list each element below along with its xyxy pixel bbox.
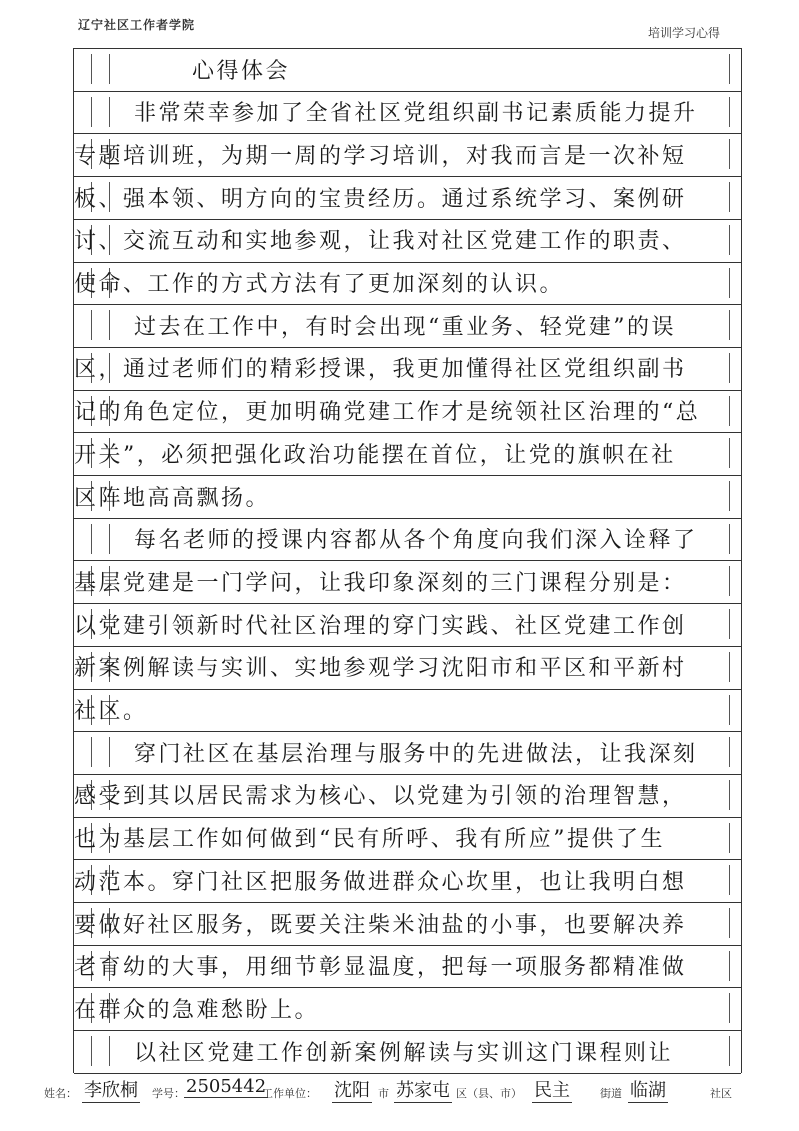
header-left: 辽宁社区工作者学院 — [78, 18, 196, 32]
essay-line: 专题培训班，为期一周的学习培训，对我而言是一次补短 — [74, 143, 687, 169]
essay-line: 板、强本领、明方向的宝贵经历。通过系统学习、案例研 — [74, 186, 687, 212]
essay-line: 记的角色定位，更加明确党建工作才是统领社区治理的“总 — [74, 400, 701, 426]
ruled-line — [74, 390, 741, 391]
id-label: 学号： — [152, 1087, 185, 1100]
community-suffix: 社区 — [710, 1087, 732, 1100]
essay-line: 要做好社区服务，既要关注柴米油盐的小事，也要解决养 — [74, 912, 687, 938]
essay-line: 使命、工作的方式方法有了更加深刻的认识。 — [74, 272, 565, 297]
essay-line: 社区。 — [74, 699, 148, 724]
ruled-line — [74, 304, 741, 305]
ruled-line — [74, 518, 741, 519]
ruled-line — [74, 646, 741, 647]
community-value: 临湖 — [628, 1076, 668, 1103]
ruled-line — [74, 347, 741, 348]
essay-line: 穿门社区在基层治理与服务中的先进做法，让我深刻 — [134, 741, 698, 767]
essay-line: 老育幼的大事，用细节彰显温度，把每一项服务都精准做 — [74, 955, 687, 981]
name-label: 姓名： — [44, 1087, 77, 1100]
ruled-line — [74, 1030, 741, 1031]
ruled-line — [74, 817, 741, 818]
ruled-line — [74, 987, 741, 988]
header-right: 培训学习心得 — [648, 26, 721, 40]
ruled-line — [74, 603, 741, 604]
essay-line: 区阵地高高飘扬。 — [74, 485, 271, 511]
ruled-line — [74, 774, 741, 775]
ruled-line — [74, 945, 741, 946]
unit-label: 工作单位： — [262, 1087, 317, 1100]
district-value: 苏家屯 — [394, 1076, 452, 1103]
essay-line: 过去在工作中，有时会出现“重业务、轻党建”的误 — [134, 314, 676, 340]
street-suffix: 街道 — [600, 1087, 622, 1100]
ruled-line — [74, 262, 741, 263]
essay-line: 动范本。穿门社区把服务做进群众心坎里，也让我明白想 — [74, 869, 687, 895]
ruled-line — [74, 902, 741, 903]
essay-line: 基层党建是一门学问，让我印象深刻的三门课程分别是： — [74, 570, 687, 596]
essay-line: 在群众的急难愁盼上。 — [74, 997, 320, 1023]
ruled-line — [74, 48, 741, 49]
ruled-line — [74, 731, 741, 732]
ruled-line — [74, 176, 741, 177]
ruled-line — [74, 689, 741, 690]
essay-line: 以党建引领新时代社区治理的穿门实践、社区党建工作创 — [74, 613, 687, 639]
essay-line: 讨、交流互动和实地参观，让我对社区党建工作的职责、 — [74, 229, 687, 255]
essay-line: 开关”，必须把强化政治功能摆在首位，让党的旗帜在社 — [74, 442, 676, 468]
district-suffix: 区（县、市） — [456, 1087, 522, 1100]
footer-form — [44, 1074, 744, 1108]
ruled-line — [74, 91, 741, 92]
street-value: 民主 — [532, 1076, 572, 1103]
essay-title: 心得体会 — [192, 58, 291, 84]
ruled-line — [74, 859, 741, 860]
ruled-line — [74, 133, 741, 134]
essay-line: 也为基层工作如何做到“民有所呼、我有所应”提供了生 — [74, 827, 665, 853]
ruled-line — [74, 560, 741, 561]
city-suffix: 市 — [378, 1087, 389, 1100]
essay-line: 感受到其以居民需求为核心、以党建为引领的治理智慧， — [74, 784, 687, 810]
essay-line: 非常荣幸参加了全省社区党组织副书记素质能力提升 — [134, 101, 698, 127]
id-value: 2505442 — [186, 1076, 267, 1097]
essay-line: 以社区党建工作创新案例解读与实训这门课程则让 — [134, 1040, 674, 1066]
ruled-line — [74, 219, 741, 220]
city-value: 沈阳 — [332, 1076, 372, 1103]
ruled-line — [74, 475, 741, 476]
essay-line: 每名老师的授课内容都从各个角度向我们深入诠释了 — [134, 528, 698, 554]
writing-sheet — [73, 48, 742, 1073]
ruled-line — [74, 432, 741, 433]
essay-line: 新案例解读与实训、实地参观学习沈阳市和平区和平新村 — [74, 656, 687, 682]
essay-line: 区，通过老师们的精彩授课，我更加懂得社区党组织副书 — [74, 357, 687, 383]
name-value: 李欣桐 — [82, 1076, 140, 1103]
